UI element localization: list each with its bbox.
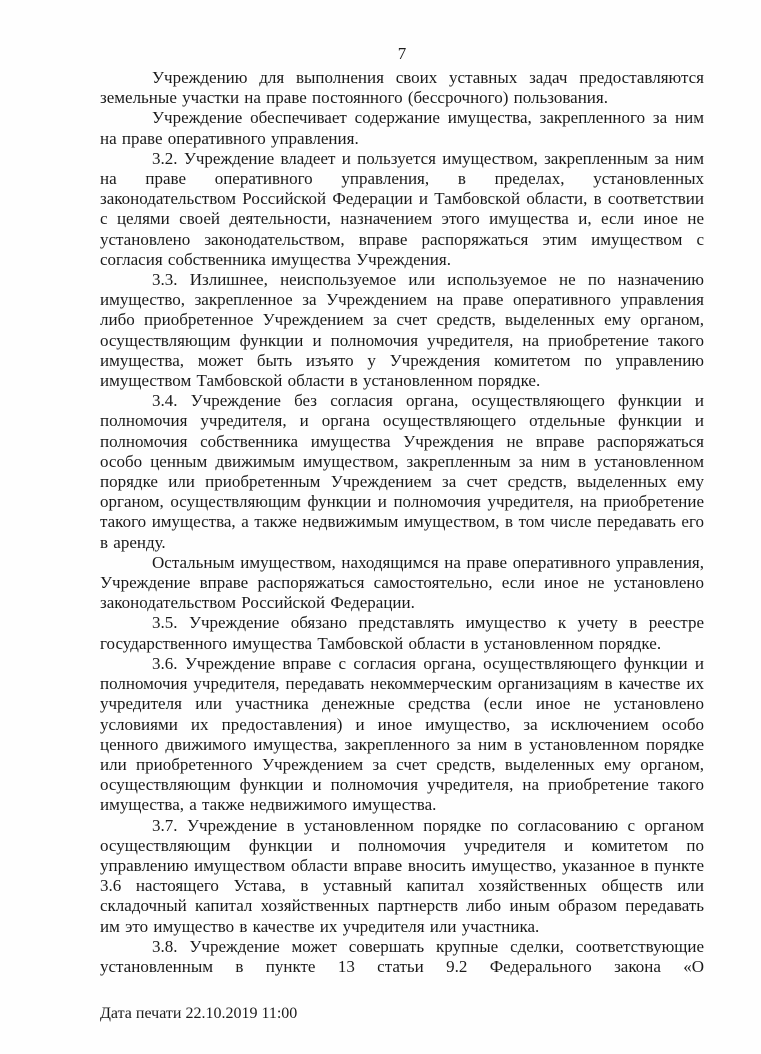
clause-3-4: 3.4. Учреждение без согласия органа, осуществляющего функции и полномочия учредителя, и органа осуществляющего отдельные функции и полномочия собственника имущества Учреждения не вправе распоряжаться особо ценным движимым имуществом, закрепленным за ним в установленном порядке или приобретенным Учреждением за счет средств, выделенных ему органом, осуществляющим функции и полномочия учредителя, на приобретение такого имущества, а также недвижимым имуществом, в том числе передавать его в аренду.	[100, 391, 704, 552]
clause-3-5: 3.5. Учреждение обязано представлять имущество к учету в реестре государственного имущества Тамбовской области в установленном порядке.	[100, 613, 704, 653]
clause-3-3: 3.3. Излишнее, неиспользуемое или используемое не по назначению имущество, закрепленное за Учреждением на праве оперативного управления либо приобретенное Учреждением за счет средств, выделенных ему органом, осуществляющим функции и полномочия учредителя, на приобретение такого имущества, может быть изъято у Учреждения комитетом по управлению имуществом Тамбовской области в установленном порядке.	[100, 270, 704, 391]
print-date-footer: Дата печати 22.10.2019 11:00	[100, 1005, 298, 1022]
paragraph-land-plots: Учреждению для выполнения своих уставных задач предоставляются земельные участки на праве постоянного (бессрочного) пользования.	[100, 68, 704, 108]
page-number: 7	[397, 44, 407, 63]
clause-3-2: 3.2. Учреждение владеет и пользуется имуществом, закрепленным за ним на праве оперативного управления, в пределах, установленных законодательством Российской Федерации и Тамбовской области, в соответствии с целями своей деятельности, назначением этого имущества и, если иное не установлено законодательством, вправе распоряжаться этим имуществом с согласия собственника имущества Учреждения.	[100, 148, 704, 269]
paragraph-property-maintenance: Учреждение обеспечивает содержание имущества, закрепленного за ним на праве оперативного управления.	[100, 108, 704, 148]
paragraph-other-property: Остальным имуществом, находящимся на праве оперативного управления, Учреждение вправе распоряжаться самостоятельно, если иное не установлено законодательством Российской Федерации.	[100, 552, 704, 613]
clause-3-6: 3.6. Учреждение вправе с согласия органа, осуществляющего функции и полномочия учредителя, передавать некоммерческим организациям в качестве их учредителя или участника денежные средства (если иное не установлено условиями их предоставления) и иное имущество, за исключением особо ценного движимого имущества, закрепленного за ним в установленном порядке или приобретенного Учреждением за счет средств, выделенных ему органом, осуществляющим функции и полномочия учредителя, на приобретение такого имущества, а также недвижимого имущества.	[100, 653, 704, 815]
clause-3-7: 3.7. Учреждение в установленном порядке по согласованию с органом осуществляющим функции и полномочия учредителя и комитетом по управлению имуществом области вправе вносить имущество, указанное в пункте 3.6 настоящего Устава, в уставный капитал хозяйственных обществ или складочный капитал хозяйственных партнерств либо иным образом передавать им это имущество в качестве их учредителя или участника.	[100, 815, 704, 936]
clause-3-8: 3.8. Учреждение может совершать крупные сделки, соответствующие установленным в пункте 13 статьи 9.2 Федерального закона «О	[100, 936, 704, 976]
